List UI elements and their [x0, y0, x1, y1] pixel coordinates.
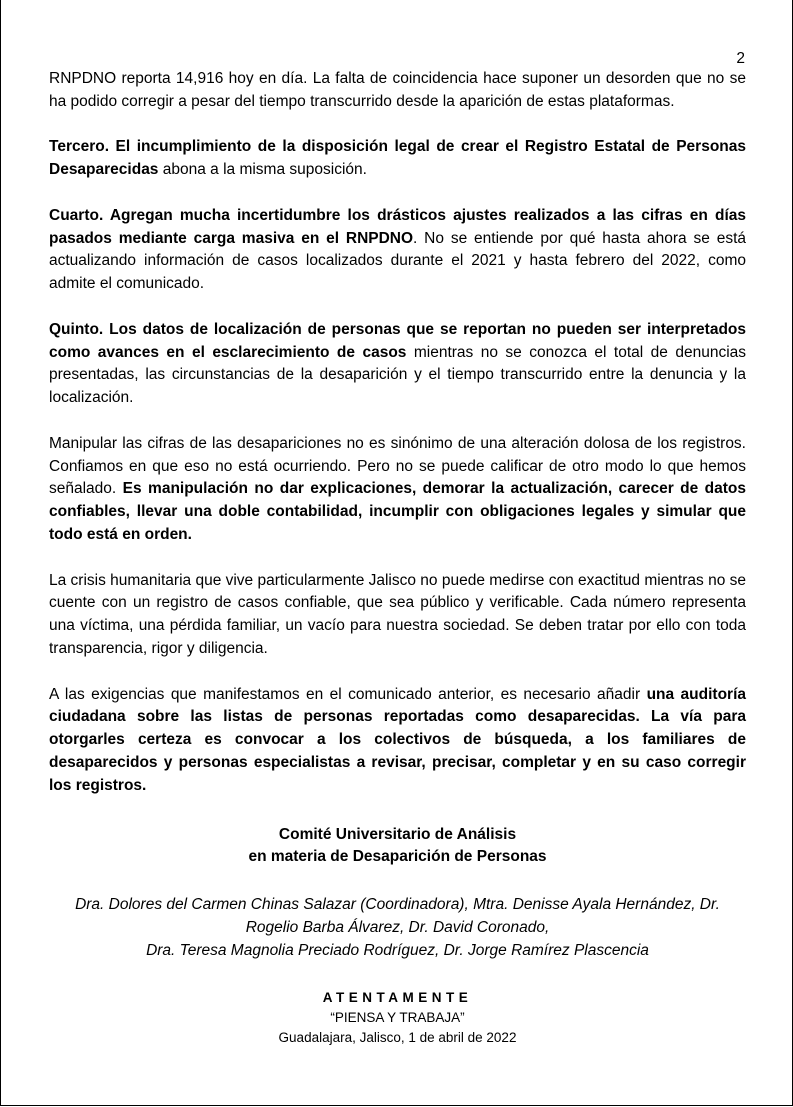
body-text: RNPDNO reporta 14,916 hoy en día. La falta de coincidencia hace suponer un desorden que no se ha podido corregir a pesar del tiempo transcurrido desde la aparición de estas plataformas. [49, 70, 746, 110]
bold-text: Cuarto. Agregan mucha incertidumbre los drásticos ajustes realizados a las cifras en días pasados mediante carga masiva en el RNPDNO [49, 206, 746, 247]
paragraph [49, 68, 746, 114]
committee-name [49, 824, 746, 870]
paragraph [49, 319, 746, 410]
body-text: A las exigencias que manifestamos en el comunicado anterior, es necesario añadir [49, 685, 647, 703]
bold-text: Quinto. Los datos de localización de personas que se reportan no pueden ser interpretados como avances en el esclarecimiento de casos [49, 320, 746, 361]
paragraph [49, 205, 746, 296]
body-text: La crisis humanitaria que vive particularmente Jalisco no puede medirse con exactitud mientras no se cuente con un registro de casos confiable, que sea público y verificable. Cada número representa una víctima, una pérdida familiar, un vacío para nuestra sociedad. Se deben tratar por ello con toda transparencia, rigor y diligencia. [49, 571, 746, 657]
atentamente-label: ATENTAMENTE [322, 990, 473, 1006]
page-number: 2 [736, 50, 745, 67]
body-text: mientras no se conozca el total de denuncias presentadas, las circunstancias de la desaparición y el tiempo transcurrido entre la denuncia y la localización. [49, 343, 747, 407]
members-line-1: Dra. Dolores del Carmen Chinas Salazar (Coordinadora), Mtra. Denisse Ayala Hernández, Dr. [75, 896, 720, 914]
bold-text: Tercero. El incumplimiento de la disposición legal de crear el Registro Estatal de Personas Desaparecidas [49, 138, 746, 179]
paragraph [49, 684, 746, 798]
motto: “PIENSA Y TRABAJA” [330, 1010, 465, 1026]
members-line-2: Rogelio Barba Álvarez, Dr. David Coronado, [245, 919, 550, 937]
members-line-3: Dra. Teresa Magnolia Preciado Rodríguez, Dr. Jorge Ramírez Plascencia [146, 942, 649, 960]
bold-text: Es manipulación no dar explicaciones, demorar la actualización, carecer de datos confiables, llevar una doble contabilidad, incumplir con obligaciones legales y simular que todo está en orden. [49, 480, 747, 543]
body-text: abona a la misma suposición. [158, 161, 367, 179]
body-text: . No se entiende por qué hasta ahora se está actualizando información de casos localizados durante el 2021 y hasta febrero del 2022, como admite el comunicado. [49, 229, 746, 293]
committee-line-2: en materia de Desaparición de Personas [248, 848, 547, 866]
bold-text: una auditoría ciudadana sobre las listas de personas reportadas como desaparecidas. La vía para otorgarles certeza es convocar a los colectivos de búsqueda, a los familiares de desaparecidos y personas especialistas a revisar, precisar, completar y en su caso corregir los registros. [49, 685, 746, 794]
committee-members [49, 893, 746, 962]
paragraph [49, 433, 746, 547]
place-date: Guadalajara, Jalisco, 1 de abril de 2022 [278, 1030, 517, 1046]
document-body [49, 68, 746, 1048]
closing-block [49, 988, 746, 1048]
committee-line-1: Comité Universitario de Análisis [278, 825, 517, 843]
body-text: Manipular las cifras de las desapariciones no es sinónimo de una alteración dolosa de los registros. Confiamos en que eso no está ocurriendo. Pero no se puede calificar de otro modo lo que hemos señalado. [49, 434, 746, 498]
paragraphs [49, 68, 746, 798]
paragraph [49, 570, 746, 661]
paragraph [49, 136, 746, 182]
